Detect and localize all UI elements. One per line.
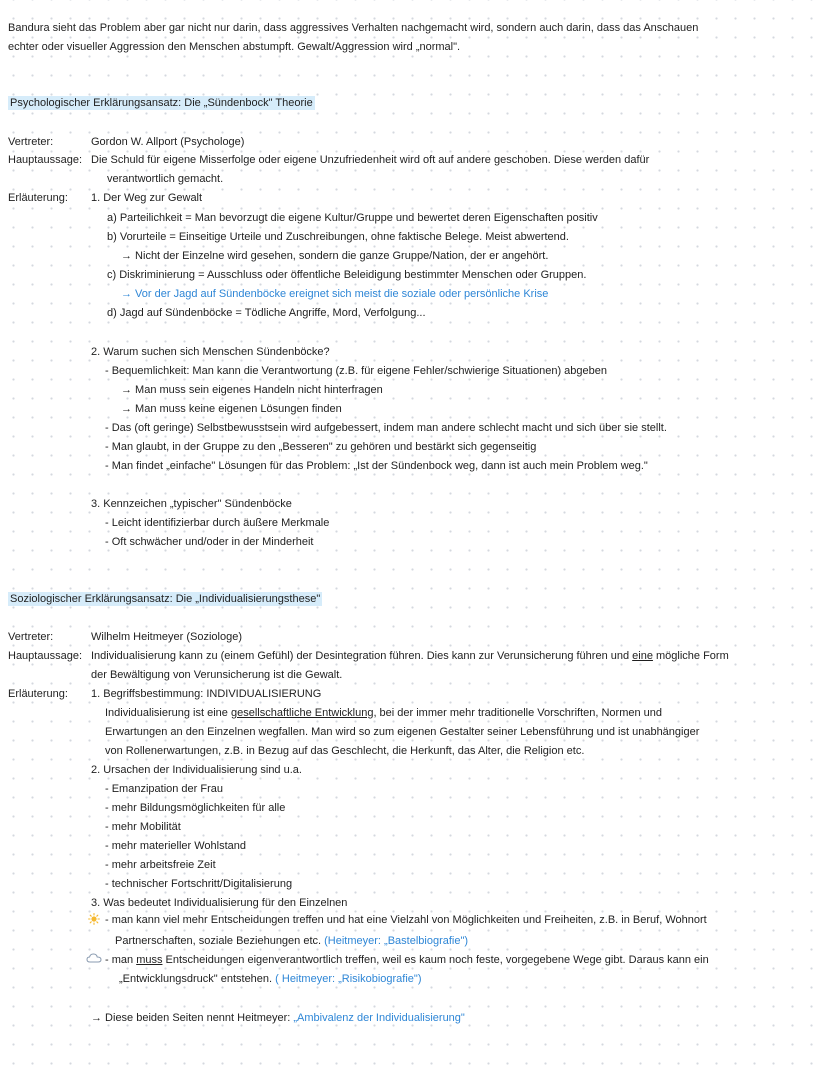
- definition-line-1: [105, 706, 662, 720]
- point-3-title: 3. Kennzeichen „typischer" Sündenböcke: [91, 498, 292, 510]
- point-2-title: 2. Ursachen der Individualisierung sind u.a.: [91, 764, 302, 776]
- intro-line-1: Bandura sieht das Problem aber gar nicht nur darin, dass aggressives Verhalten nachgemacht wird, sondern auch darin, dass das Anschauen: [8, 22, 699, 34]
- bastelbiografie-note: (Heitmeyer: „Bastelbiografie"): [324, 935, 469, 947]
- sun-line-2: [115, 934, 468, 948]
- sun-line-2-text: Partnerschaften, soziale Beziehungen etc.: [115, 935, 325, 947]
- point-2-item-1b: → Man muss keine eigenen Lösungen finden: [121, 403, 342, 415]
- conclusion-text: → Diese beiden Seiten nennt Heitmeyer:: [91, 1012, 294, 1024]
- point-2-item-3: - Man glaubt, in der Gruppe zu den „Besseren" zu gehören und bestärkt sich gegenseitig: [105, 441, 537, 453]
- hauptaussage-line-1: [91, 649, 729, 663]
- section-heading-soziologisch: Soziologischer Erklärungsansatz: Die „Individualisierungsthese": [10, 593, 321, 605]
- cause-item: - mehr arbeitsfreie Zeit: [105, 859, 216, 871]
- definition-underlined: gesellschaftliche Entwicklung: [230, 707, 374, 719]
- point-2-item-2: - Das (oft geringe) Selbstbewusstsein wird aufgebessert, indem man andere schlecht macht und sich über sie stellt.: [105, 422, 667, 434]
- sun-line-1: - man kann viel mehr Entscheidungen treffen und hat eine Vielzahl von Möglichkeiten und Freiheiten, z.B. in Beruf, Wohnort: [105, 914, 707, 926]
- vertreter-label: Vertreter:: [8, 136, 54, 148]
- cause-item: - mehr Bildungsmöglichkeiten für alle: [105, 802, 286, 814]
- cloud-line-2-text: „Entwicklungsdruck" entstehen.: [119, 973, 276, 985]
- point-2-item-4: - Man findet „einfache" Lösungen für das Problem: „Ist der Sündenbock weg, dann ist auch mein Problem weg.": [105, 460, 648, 472]
- point-2-item-1a: → Man muss sein eigenes Handeln nicht hinterfragen: [121, 384, 383, 396]
- erlaeuterung-label: Erläuterung:: [8, 688, 68, 700]
- vertreter-value: Wilhelm Heitmeyer (Soziologe): [91, 631, 242, 643]
- cause-item: - mehr materieller Wohlstand: [105, 840, 247, 852]
- point-1-title: 1. Der Weg zur Gewalt: [91, 192, 203, 204]
- erlaeuterung-label: Erläuterung:: [8, 192, 68, 204]
- point-3-title: 3. Was bedeutet Individualisierung für den Einzelnen: [91, 897, 348, 909]
- point-1b-arrow: → Nicht der Einzelne wird gesehen, sondern die ganze Gruppe/Nation, der er angehört.: [121, 250, 549, 262]
- section-heading-psychologisch: Psychologischer Erklärungsansatz: Die „Sündenbock" Theorie: [10, 97, 313, 109]
- definition-text-a: Individualisierung ist eine: [105, 707, 231, 719]
- point-1b: b) Vorurteile = Einseitige Urteile und Zuschreibungen, ohne faktische Belege. Meist abwertend.: [107, 231, 569, 243]
- definition-line-3: von Rollenerwartungen, z.B. in Bezug auf das Geschlecht, die Herkunft, das Alter, die Religion etc.: [105, 745, 585, 757]
- sun-icon: [88, 913, 100, 925]
- point-2-title: 2. Warum suchen sich Menschen Sündenböcke?: [91, 346, 330, 358]
- point-1d: d) Jagd auf Sündenböcke = Tödliche Angriffe, Mord, Verfolgung...: [107, 307, 426, 319]
- cause-item: - Emanzipation der Frau: [105, 783, 223, 795]
- point-2-item-1: - Bequemlichkeit: Man kann die Verantwortung (z.B. für eigene Fehler/schwierige Situationen) abgeben: [105, 365, 608, 377]
- definition-text-b: , bei der immer mehr traditionelle Vorschriften, Normen und: [373, 707, 663, 719]
- hauptaussage-line-2: der Bewältigung von Verunsicherung ist die Gewalt.: [91, 669, 343, 681]
- cloud-line-1-underlined: muss: [136, 954, 163, 966]
- conclusion-line: [91, 1011, 465, 1025]
- hauptaussage-text-a: Individualisierung kann zu (einem Gefühl) der Desintegration führen. Dies kann zur Verunsicherung führen und: [91, 650, 633, 662]
- hauptaussage-label: Hauptaussage:: [8, 650, 82, 662]
- vertreter-label: Vertreter:: [8, 631, 54, 643]
- point-1c: c) Diskriminierung = Ausschluss oder öffentliche Beleidigung bestimmter Menschen oder Gruppen.: [107, 269, 587, 281]
- cloud-line-1-a: - man: [105, 954, 137, 966]
- hauptaussage-line-1: Die Schuld für eigene Misserfolge oder eigene Unzufriedenheit wird oft auf andere geschoben. Diese werden dafür: [91, 154, 650, 166]
- point-1a: a) Parteilichkeit = Man bevorzugt die eigene Kultur/Gruppe und bewertet deren Eigenschaften positiv: [107, 212, 598, 224]
- point-1c-arrow: → Vor der Jagd auf Sündenböcke ereignet sich meist die soziale oder persönliche Krise: [121, 288, 549, 300]
- definition-line-2: Erwartungen an den Einzelnen wegfallen. Man wird so zum eigenen Gestalter seiner Lebensführung und ist unabhängiger: [105, 726, 700, 738]
- risikobiografie-note: ( Heitmeyer: „Risikobiografie"): [275, 973, 422, 985]
- hauptaussage-underlined: eine: [632, 650, 653, 662]
- cloud-line-1: [105, 953, 709, 967]
- intro-line-2: echter oder visueller Aggression den Menschen abstumpft. Gewalt/Aggression wird „normal".: [8, 41, 461, 53]
- hauptaussage-text-b: mögliche Form: [652, 650, 729, 662]
- cloud-line-2: [119, 972, 422, 986]
- cloud-icon: [86, 952, 102, 964]
- cause-item: - mehr Mobilität: [105, 821, 181, 833]
- hauptaussage-line-2: verantwortlich gemacht.: [107, 173, 224, 185]
- hauptaussage-label: Hauptaussage:: [8, 154, 82, 166]
- point-3-item-2: - Oft schwächer und/oder in der Minderheit: [105, 536, 314, 548]
- vertreter-value: Gordon W. Allport (Psychologe): [91, 136, 245, 148]
- cause-item: - technischer Fortschritt/Digitalisierung: [105, 878, 293, 890]
- ambivalenz-term: „Ambivalenz der Individualisierung": [293, 1012, 465, 1024]
- point-1-title: 1. Begriffsbestimmung: INDIVIDUALISIERUNG: [91, 688, 322, 700]
- point-3-item-1: - Leicht identifizierbar durch äußere Merkmale: [105, 517, 330, 529]
- cloud-line-1-b: Entscheidungen eigenverantwortlich treffen, weil es kaum noch feste, vorgegebene Wege gibt. Daraus kann ein: [162, 954, 709, 966]
